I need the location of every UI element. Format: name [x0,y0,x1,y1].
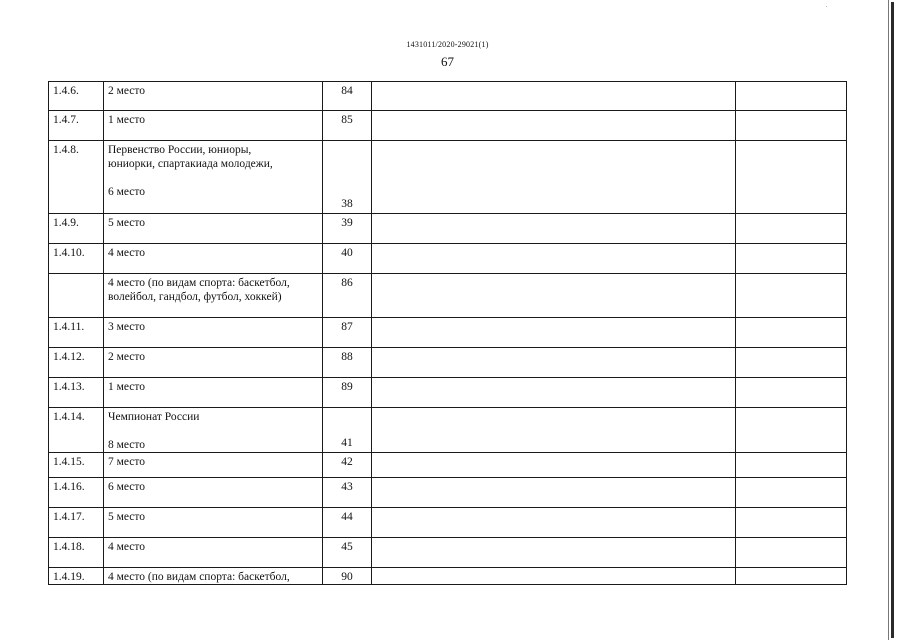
description-line: Чемпионат России [108,411,200,423]
description-line: 2 место [108,85,146,97]
table-row [49,538,847,568]
description-line: 4 место (по видам спорта: баскетбол, [108,277,290,289]
empty-cell [736,378,847,408]
table-row [49,214,847,244]
empty-cell [372,453,736,478]
row-code: 89 [323,378,372,408]
empty-cell [372,478,736,508]
row-code: 45 [323,538,372,568]
row-description [104,318,323,348]
row-code: 84 [323,82,372,111]
row-code: 87 [323,318,372,348]
empty-cell [736,408,847,453]
row-description [104,568,323,585]
row-code: 41 [323,408,372,453]
row-number: 1.4.9. [49,214,104,244]
description-line: 1 место [108,381,146,393]
table-row [49,478,847,508]
description-line: 5 место [108,511,146,523]
row-code: 43 [323,478,372,508]
table-row [49,508,847,538]
table-row [49,244,847,274]
empty-cell [372,318,736,348]
description-line: 5 место [108,217,146,229]
empty-cell [736,478,847,508]
row-description [104,111,323,141]
row-number [49,274,104,318]
table-row [49,408,847,453]
row-code: 90 [323,568,372,585]
description-line: 8 место [108,439,146,451]
empty-cell [736,274,847,318]
row-description [104,141,323,214]
empty-cell [372,82,736,111]
row-description [104,453,323,478]
empty-cell [736,538,847,568]
row-description [104,408,323,453]
table-row [49,568,847,585]
row-number: 1.4.19. [49,568,104,585]
row-number: 1.4.8. [49,141,104,214]
row-number: 1.4.7. [49,111,104,141]
row-number: 1.4.10. [49,244,104,274]
description-line: 4 место [108,541,146,553]
row-description [104,274,323,318]
description-line: 7 место [108,456,146,468]
line-gap [108,424,318,438]
empty-cell [736,244,847,274]
empty-cell [736,453,847,478]
table-row [49,348,847,378]
table-row [49,141,847,214]
table-body [49,82,847,585]
description-line: 1 место [108,114,146,126]
empty-cell [372,538,736,568]
empty-cell [372,214,736,244]
row-code: 39 [323,214,372,244]
scan-speck [826,6,827,7]
table-row [49,318,847,348]
row-number: 1.4.6. [49,82,104,111]
description-line: волейбол, гандбол, футбол, хоккей) [108,291,282,303]
empty-cell [736,141,847,214]
row-description [104,478,323,508]
row-code: 85 [323,111,372,141]
scan-edge-line [888,0,889,640]
empty-cell [736,111,847,141]
description-line: 3 место [108,321,146,333]
description-line: Первенство России, юниоры, [108,144,252,156]
row-number: 1.4.11. [49,318,104,348]
scan-edge-border [891,2,894,638]
table-row [49,82,847,111]
document-id: 1431011/2020-29021(1) [406,40,489,49]
empty-cell [736,318,847,348]
empty-cell [372,408,736,453]
table-row [49,111,847,141]
description-line: 2 место [108,351,146,363]
row-number: 1.4.18. [49,538,104,568]
description-line: 4 место [108,247,146,259]
row-code: 86 [323,274,372,318]
description-line: 6 место [108,186,146,198]
row-code: 44 [323,508,372,538]
empty-cell [372,508,736,538]
row-description [104,214,323,244]
row-number: 1.4.12. [49,348,104,378]
empty-cell [372,568,736,585]
line-gap [108,171,318,185]
empty-cell [736,568,847,585]
classification-table [48,81,847,585]
description-line: 6 место [108,481,146,493]
empty-cell [736,214,847,244]
row-description [104,244,323,274]
empty-cell [372,274,736,318]
row-description [104,378,323,408]
table-row [49,378,847,408]
table-row [49,453,847,478]
row-description [104,508,323,538]
row-description [104,538,323,568]
page-number: 67 [441,54,454,69]
row-number: 1.4.16. [49,478,104,508]
empty-cell [736,348,847,378]
row-number: 1.4.14. [49,408,104,453]
row-description [104,82,323,111]
row-description [104,348,323,378]
row-number: 1.4.17. [49,508,104,538]
description-line: юниорки, спартакиада молодежи, [108,158,273,170]
empty-cell [372,348,736,378]
row-number: 1.4.15. [49,453,104,478]
empty-cell [736,508,847,538]
empty-cell [736,82,847,111]
table-row [49,274,847,318]
row-number: 1.4.13. [49,378,104,408]
empty-cell [372,244,736,274]
empty-cell [372,111,736,141]
empty-cell [372,141,736,214]
empty-cell [372,378,736,408]
row-code: 42 [323,453,372,478]
row-code: 40 [323,244,372,274]
row-code: 38 [323,141,372,214]
description-line: 4 место (по видам спорта: баскетбол, [108,571,290,583]
row-code: 88 [323,348,372,378]
